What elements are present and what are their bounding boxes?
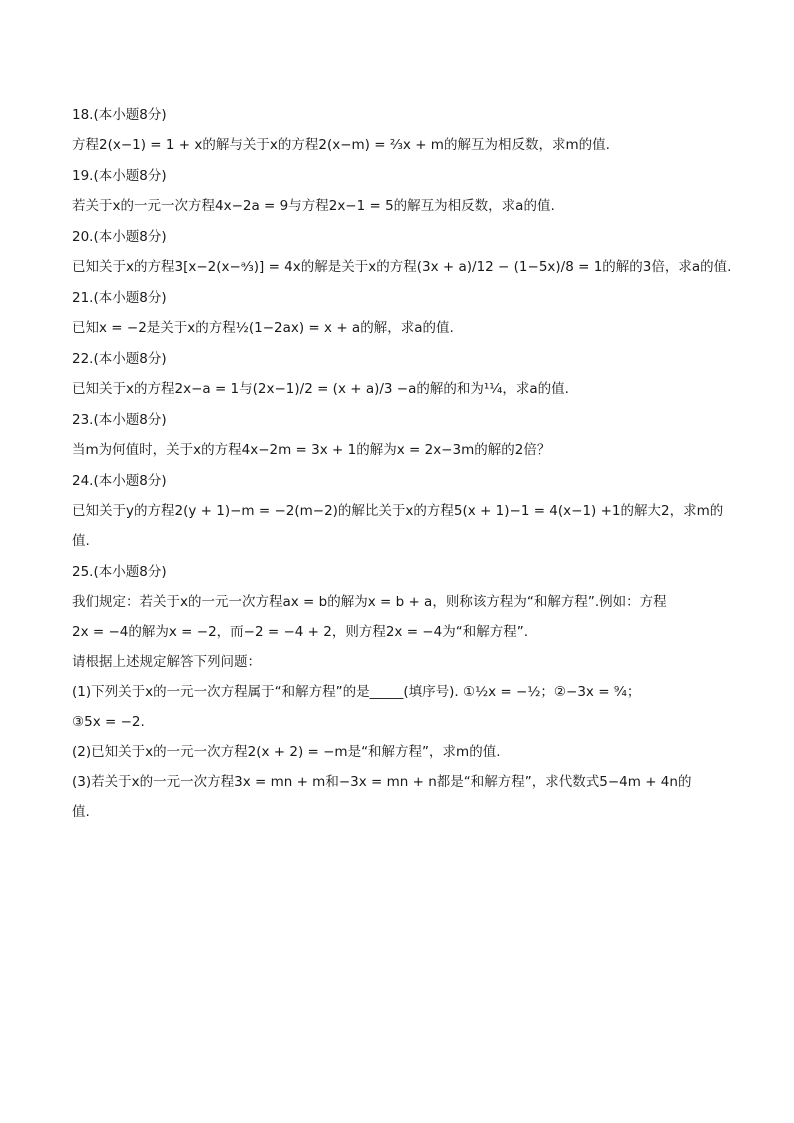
- problem-18: [72, 105, 722, 155]
- problem-24-text-line1: 已知关于y的方程2(y + 1)−m = −2(m−2)的解比关于x的方程5(x + 1)−1 = 4(x−1) +1的解大2，求m的: [72, 503, 724, 519]
- problem-19: [72, 166, 722, 216]
- problem-21-text: 已知x = −2是关于x的方程½(1−2ax) = x + a的解，求a的值.: [72, 320, 454, 336]
- problem-25-part-3: (3)若关于x的一元一次方程3x = mn + m和−3x = mn + n都是“和解方程”，求代数式5−4m + 4n的: [72, 774, 692, 790]
- problem-25-text-line1: 我们规定：若关于x的一元一次方程ax = b的解为x = b + a，则称该方程为“和解方程”.例如：方程: [72, 594, 667, 610]
- problem-25-part-1: (1)下列关于x的一元一次方程属于“和解方程”的是_____(填序号). ①½x = −½；②−3x = ⁹⁄₄；: [72, 684, 641, 700]
- exam-page: [72, 100, 732, 822]
- problem-22-text: 已知关于x的方程2x−a = 1与(2x−1)/2 = (x + a)/3 −a的解的和为¹¹⁄₄，求a的值.: [72, 381, 569, 397]
- problem-20: [72, 227, 732, 277]
- problem-25-text-line2: 2x = −4的解为x = −2，而−2 = −4 + 2，则方程2x = −4为“和解方程”.: [72, 624, 528, 640]
- problem-18-header: 18.(本小题8分): [72, 107, 167, 123]
- problem-20-text: 已知关于x的方程3[x−2(x−ᵃ⁄₃)] = 4x的解是关于x的方程(3x + a)/12 − (1−5x)/8 = 1的解的3倍，求a的值.: [72, 259, 732, 275]
- problem-22: [72, 349, 722, 399]
- problem-25-header: 25.(本小题8分): [72, 564, 167, 580]
- problem-21-header: 21.(本小题8分): [72, 290, 167, 306]
- problem-25-part-3-cont: 值.: [72, 804, 90, 820]
- problem-25-instructions: 请根据上述规定解答下列问题：: [72, 654, 261, 670]
- problem-20-header: 20.(本小题8分): [72, 229, 167, 245]
- problem-24-header: 24.(本小题8分): [72, 473, 167, 489]
- problem-24: [72, 471, 722, 551]
- problem-22-header: 22.(本小题8分): [72, 351, 167, 367]
- problem-25-part-1-cont: ③5x = −2.: [72, 714, 145, 730]
- problem-21: [72, 288, 722, 338]
- problem-19-text: 若关于x的一元一次方程4x−2a = 9与方程2x−1 = 5的解互为相反数，求a的值.: [72, 198, 555, 214]
- problem-25-part-2: (2)已知关于x的一元一次方程2(x + 2) = −m是“和解方程”，求m的值.: [72, 744, 501, 760]
- problem-25: [72, 562, 722, 822]
- problem-19-header: 19.(本小题8分): [72, 168, 167, 184]
- problem-18-text: 方程2(x−1) = 1 + x的解与关于x的方程2(x−m) = ²⁄₃x + m的解互为相反数，求m的值.: [72, 137, 610, 153]
- problem-23-text: 当m为何值时，关于x的方程4x−2m = 3x + 1的解为x = 2x−3m的解的2倍？: [72, 442, 551, 458]
- problem-23: [72, 410, 722, 460]
- problem-24-text-line2: 值.: [72, 533, 90, 549]
- problem-23-header: 23.(本小题8分): [72, 412, 167, 428]
